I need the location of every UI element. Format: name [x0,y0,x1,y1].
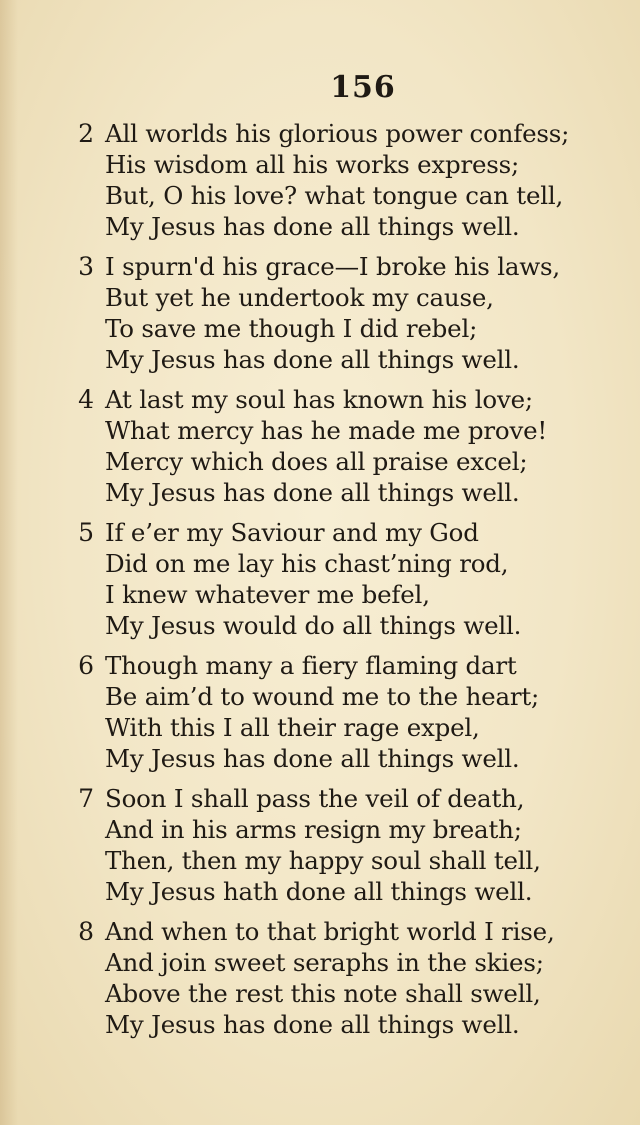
stanza [0,251,640,384]
verse-line: My Jesus hath done all things well. [105,877,533,906]
verse-line: With this I all their rage expel, [105,713,480,742]
verse-line: And when to that bright world I rise, [105,917,555,946]
verse-number: 4 [78,385,94,414]
stanza [0,517,640,650]
verse-line: His wisdom all his works express; [105,150,520,179]
stanza [0,384,640,517]
page-number: 156 [330,70,396,105]
stanza [0,783,640,916]
verse-line: But yet he undertook my cause, [105,283,494,312]
verse-line: My Jesus would do all things well. [105,611,522,640]
stanza [0,916,640,1049]
verse-number: 7 [78,784,94,813]
verse-line: My Jesus has done all things well. [105,744,520,773]
verse-line: I spurn'd his grace—I broke his laws, [105,252,560,281]
verse-number: 5 [78,518,94,547]
verse-number: 8 [78,917,94,946]
verse-line: Though many a fiery flaming dart [105,651,517,680]
verse-line: My Jesus has done all things well. [105,212,520,241]
verse-line: My Jesus has done all things well. [105,478,520,507]
verse-line: All worlds his glorious power confess; [105,119,570,148]
verse-line: If e’er my Saviour and my God [105,518,479,547]
verse-line: Be aim’d to wound me to the heart; [105,682,540,711]
hymn-stanzas [0,118,640,1049]
verse-line: But, O his love? what tongue can tell, [105,181,564,210]
verse-line: I knew whatever me befel, [105,580,430,609]
verse-line: What mercy has he made me prove! [105,416,548,445]
verse-line: My Jesus has done all things well. [105,1010,520,1039]
verse-number: 6 [78,651,94,680]
verse-line: Soon I shall pass the veil of death, [105,784,525,813]
verse-line: And join sweet seraphs in the skies; [105,948,544,977]
verse-number: 3 [78,252,94,281]
verse-number: 2 [78,119,94,148]
verse-line: My Jesus has done all things well. [105,345,520,374]
verse-line: Mercy which does all praise excel; [105,447,528,476]
verse-line: To save me though I did rebel; [105,314,478,343]
verse-line: Above the rest this note shall swell, [105,979,541,1008]
stanza [0,118,640,251]
verse-line: At last my soul has known his love; [105,385,533,414]
verse-line: Then, then my happy soul shall tell, [105,846,541,875]
verse-line: And in his arms resign my breath; [105,815,522,844]
stanza [0,650,640,783]
verse-line: Did on me lay his chast’ning rod, [105,549,509,578]
